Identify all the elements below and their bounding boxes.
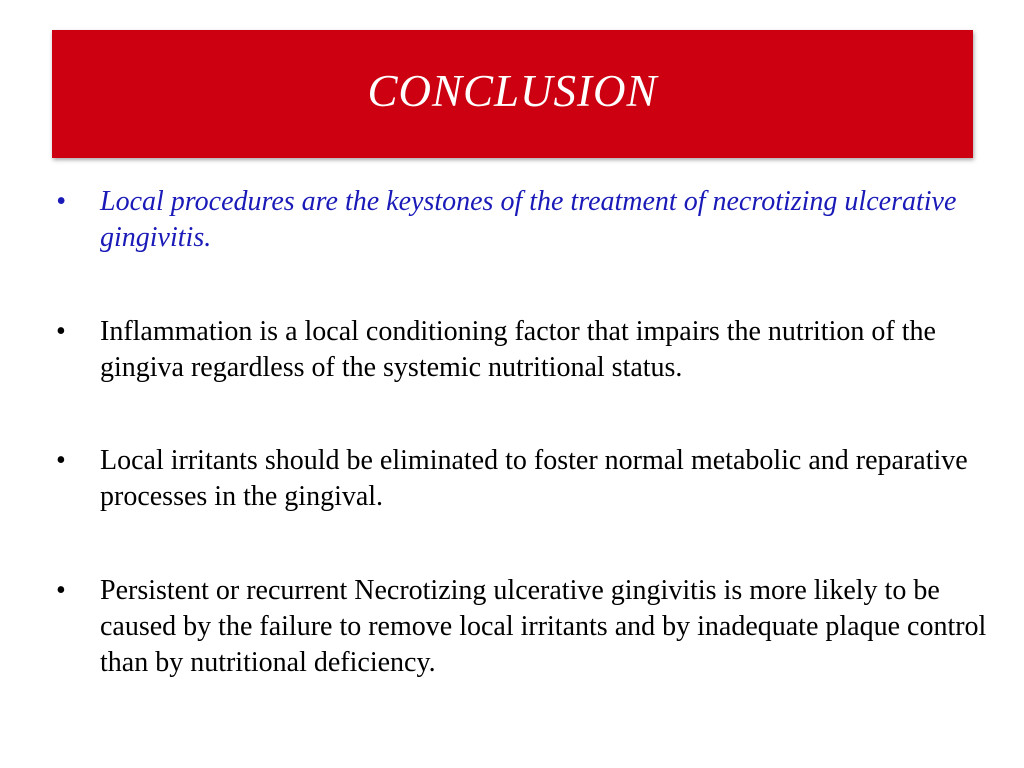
bullet-text: Local irritants should be eliminated to foster normal metabolic and reparative processes in the gingival. xyxy=(100,445,968,512)
bullet-dot-icon: • xyxy=(56,316,66,347)
slide-title: CONCLUSION xyxy=(367,66,658,116)
bullet-list xyxy=(56,184,1018,681)
bullet-item xyxy=(56,573,1018,681)
title-banner xyxy=(52,30,973,158)
bullet-dot-icon: • xyxy=(56,186,66,217)
bullet-dot-icon: • xyxy=(56,445,66,476)
bullet-text: Local procedures are the keystones of the treatment of necrotizing ulcerative gingivitis. xyxy=(100,186,957,253)
bullet-dot-icon: • xyxy=(56,575,66,606)
bullet-text: Persistent or recurrent Necrotizing ulcerative gingivitis is more likely to be caused by the failure to remove local irritants and by inadequate plaque control than by nutritional deficiency. xyxy=(100,575,987,678)
bullet-item xyxy=(56,314,1018,386)
bullet-item xyxy=(56,184,1018,256)
bullet-text: Inflammation is a local conditioning factor that impairs the nutrition of the gingiva regardless of the systemic nutritional status. xyxy=(100,316,936,383)
bullet-item xyxy=(56,443,1018,515)
